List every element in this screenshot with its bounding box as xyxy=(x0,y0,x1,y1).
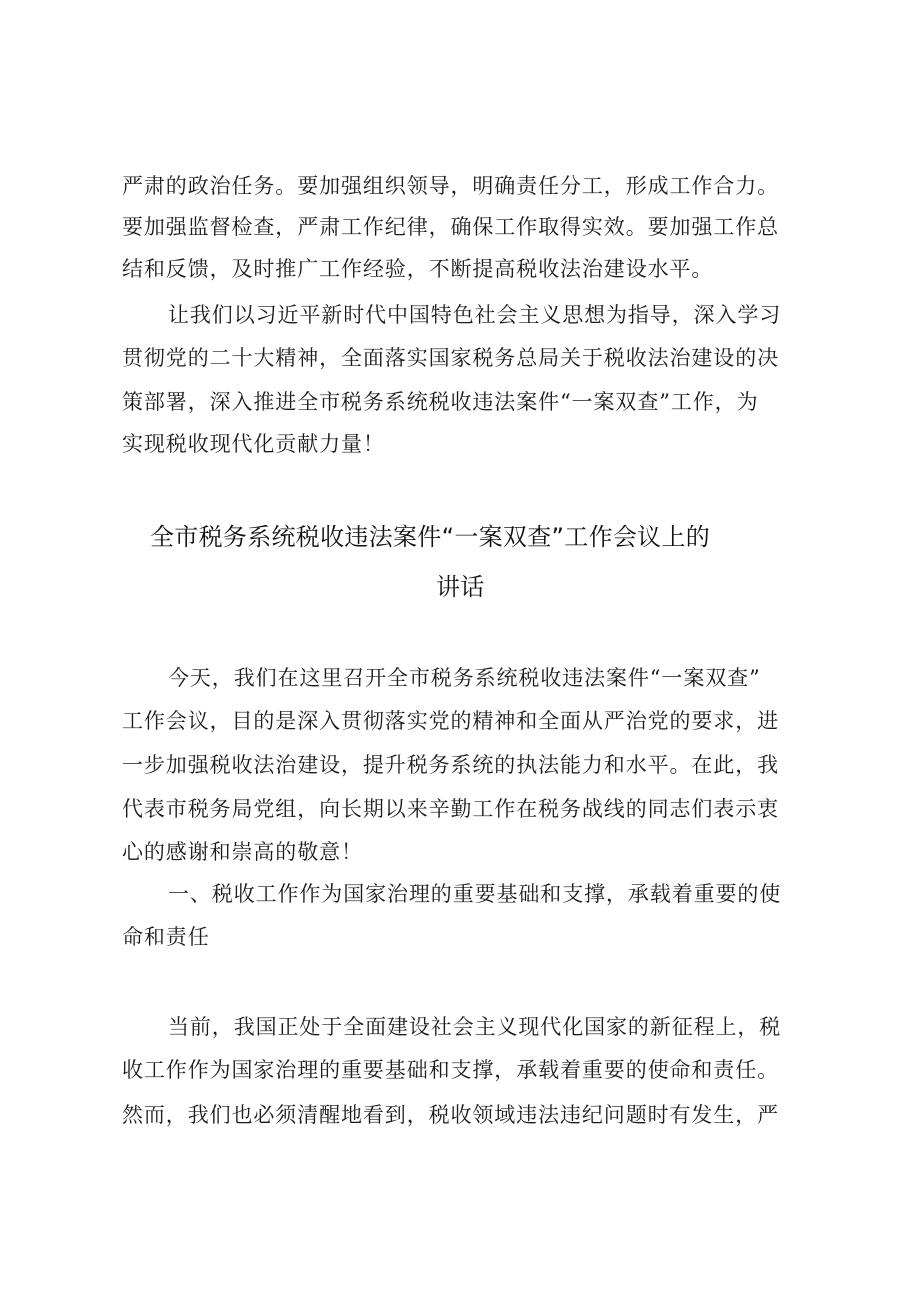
text-line: 当前，我国正处于全面建设社会主义现代化国家的新征程上，税 xyxy=(168,1015,782,1039)
text-line: 一步加强税收法治建设，提升税务系统的执法能力和水平。在此，我 xyxy=(122,753,779,777)
text-line: 策部署，深入推进全市税务系统税收违法案件“一案双查”工作，为 xyxy=(122,390,759,414)
text-line: 工作会议，目的是深入贯彻落实党的精神和全面从严治党的要求，进 xyxy=(122,709,779,733)
text-line: 代表市税务局党组，向长期以来辛勤工作在税务战线的同志们表示衷 xyxy=(122,797,779,821)
heading-line: 命和责任 xyxy=(122,925,210,949)
text-line: 今天，我们在这里召开全市税务系统税收违法案件“一案双查” xyxy=(168,666,761,690)
text-line: 严肃的政治任务。要加强组织领导，明确责任分工，形成工作合力。 xyxy=(122,174,779,198)
text-line: 实现税收现代化贡献力量！ xyxy=(122,432,385,456)
heading-line: 一、税收工作作为国家治理的重要基础和支撑，承载着重要的使 xyxy=(168,882,782,906)
title-line: 全市税务系统税收违法案件“一案双查”工作会议上的 xyxy=(150,523,711,551)
text-line: 然而，我们也必须清醒地看到，税收领域违法违纪问题时有发生，严 xyxy=(122,1103,779,1127)
title-line: 讲话 xyxy=(436,573,485,601)
text-line: 心的感谢和崇高的敬意！ xyxy=(122,840,363,864)
text-line: 贯彻党的二十大精神，全面落实国家税务总局关于税收法治建设的决 xyxy=(122,346,779,370)
text-line: 收工作作为国家治理的重要基础和支撑，承载着重要的使命和责任。 xyxy=(122,1058,779,1082)
text-line: 让我们以习近平新时代中国特色社会主义思想为指导，深入学习 xyxy=(168,303,782,327)
text-line: 结和反馈，及时推广工作经验，不断提高税收法治建设水平。 xyxy=(122,257,714,281)
text-line: 要加强监督检查，严肃工作纪律，确保工作取得实效。要加强工作总 xyxy=(122,215,779,239)
